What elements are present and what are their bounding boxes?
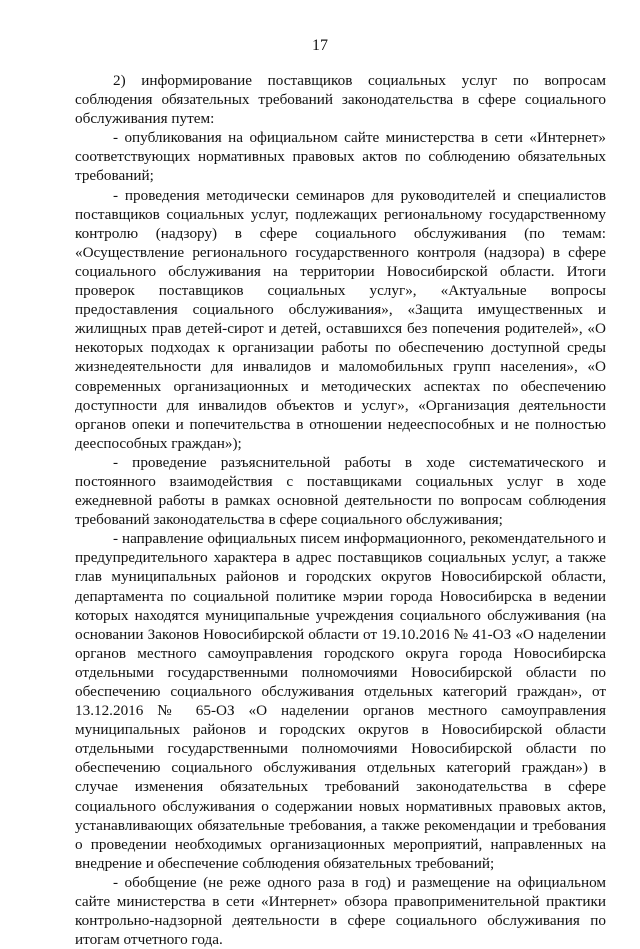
- paragraph-official-letters: - направление официальных писем информационного, рекомендательного и предупредительного характера в адрес поставщиков социальных услуг, а также глав муниципальных районов и городских округов Новосибирской области, департамента по социальной политике мэрии города Новосибирска в ведении которых находятся муниципальные учреждения социального обслуживания (на основании Законов Новосибирской области от 19.10.2016 № 41-ОЗ «О наделении органов местного самоуправления городского округа города Новосибирска отдельными государственными полномочиями Новосибирской области по обеспечению социального обслуживания отдельных категорий граждан», от 13.12.2016 № 65-ОЗ «О наделении органов местного самоуправления муниципальных районов и городских округов в Новосибирской области отдельными государственными полномочиями Новосибирской области по обеспечению социального обслуживания отдельных категорий граждан») в случае изменения обязательных требований законодательства в сфере социального обслуживания о содержании новых нормативных правовых актов, устанавливающих обязательные требования, а также рекомендации и требования о проведении необходимых организационных мероприятий, направленных на внедрение и обеспечение соблюдения обязательных требований;: [75, 530, 606, 872]
- paragraph-seminars: - проведения методически семинаров для руководителей и специалистов поставщиков социальных услуг, подлежащих региональному государственному контролю (надзору) в сфере социального обслуживания (по темам: «Осуществление регионального государственного контроля (надзора) в сфере социального обслуживания на территории Новосибирской области. Итоги проверок поставщиков социальных услуг», «Актуальные вопросы предоставления социального обслуживания», «Защита имущественных и жилищных прав детей-сирот и детей, оставшихся без попечения родителей», «О некоторых подходах к организации работы по обеспечению доступной среды жизнедеятельности для инвалидов и маломобильных групп населения», «О современных организационных и методических аспектах по обеспечению доступности для инвалидов объектов и услуг», «Организация деятельности органов опеки и попечительства в отношении недееспособных и не полностью дееспособных граждан»);: [75, 186, 606, 452]
- paragraph-explanatory-work: - проведение разъяснительной работы в ходе систематического и постоянного взаимодействия с поставщиками социальных услуг в ходе ежедневной работы в рамках основной деятельности по вопросам соблюдения требований законодательства в сфере социального обслуживания;: [75, 453, 606, 529]
- paragraph-informing: 2) информирование поставщиков социальных услуг по вопросам соблюдения обязательных требований законодательства в сфере социального обслуживания путем:: [75, 72, 606, 128]
- page-number: 17: [312, 37, 328, 54]
- paragraph-generalization: - обобщение (не реже одного раза в год) и размещение на официальном сайте министерства в сети «Интернет» обзора правоприменительной практики контрольно-надзорной деятельности в сфере социального обслуживания по итогам отчетного года.: [75, 873, 606, 949]
- paragraph-publication: - опубликования на официальном сайте министерства в сети «Интернет» соответствующих нормативных правовых актов по соблюдению обязательных требований;: [75, 129, 606, 185]
- document-body: [75, 71, 606, 949]
